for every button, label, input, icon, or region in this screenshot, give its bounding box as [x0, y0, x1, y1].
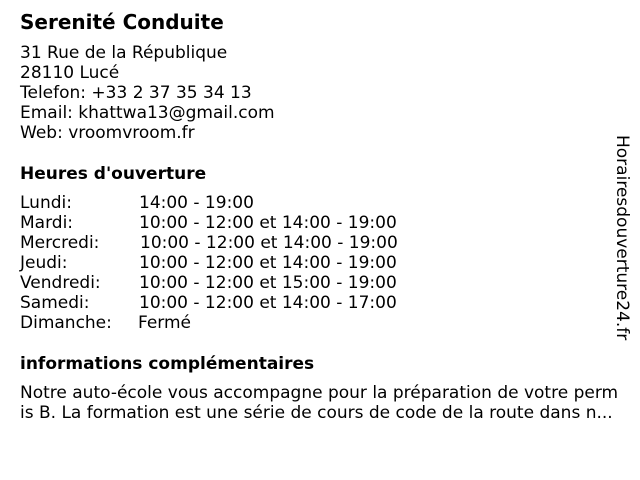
hours-row-friday: [20, 273, 460, 293]
postal-city: 28110 Lucé: [20, 63, 120, 83]
hours-time-value: 10:00 - 12:00 et 14:00 - 19:00: [140, 233, 398, 253]
hours-row-monday: [20, 193, 460, 213]
hours-row-thursday: [20, 253, 460, 273]
hours-time-value: 10:00 - 12:00 et 15:00 - 19:00: [139, 273, 397, 293]
hours-row-wednesday: [20, 233, 460, 253]
web-line: Web: vroomvroom.fr: [20, 123, 195, 143]
hours-time-value: 10:00 - 12:00 et 14:00 - 17:00: [139, 293, 397, 313]
business-name: Serenité Conduite: [20, 10, 224, 34]
hours-time-value: Fermé: [138, 313, 192, 333]
hours-time-value: 10:00 - 12:00 et 14:00 - 19:00: [139, 213, 397, 233]
hours-day-label: Mercredi:: [20, 233, 100, 253]
hours-day-label: Mardi:: [20, 213, 74, 233]
hours-time-value: 10:00 - 12:00 et 14:00 - 19:00: [139, 253, 397, 273]
hours-row-tuesday: [20, 213, 460, 233]
site-brand-watermark: Horairesdouverture24.fr: [612, 135, 632, 341]
hours-day-label: Lundi:: [20, 193, 72, 213]
hours-day-label: Vendredi:: [20, 273, 101, 293]
hours-day-label: Dimanche:: [20, 313, 112, 333]
hours-day-label: Samedi:: [20, 293, 90, 313]
additional-info-heading: informations complémentaires: [20, 354, 315, 374]
hours-row-saturday: [20, 293, 460, 313]
phone-line: Telefon: +33 2 37 35 34 13: [20, 83, 252, 103]
email-line: Email: khattwa13@gmail.com: [20, 103, 275, 123]
hours-day-label: Jeudi:: [20, 253, 68, 273]
additional-info-line-2: is B. La formation est une série de cours de code de la route dans n...: [20, 403, 613, 423]
street-address: 31 Rue de la République: [20, 43, 228, 63]
hours-time-value: 14:00 - 19:00: [139, 193, 254, 213]
hours-row-sunday: [20, 313, 460, 333]
opening-hours-heading: Heures d'ouverture: [20, 164, 207, 184]
additional-info-line-1: Notre auto-école vous accompagne pour la préparation de votre perm: [20, 383, 619, 403]
